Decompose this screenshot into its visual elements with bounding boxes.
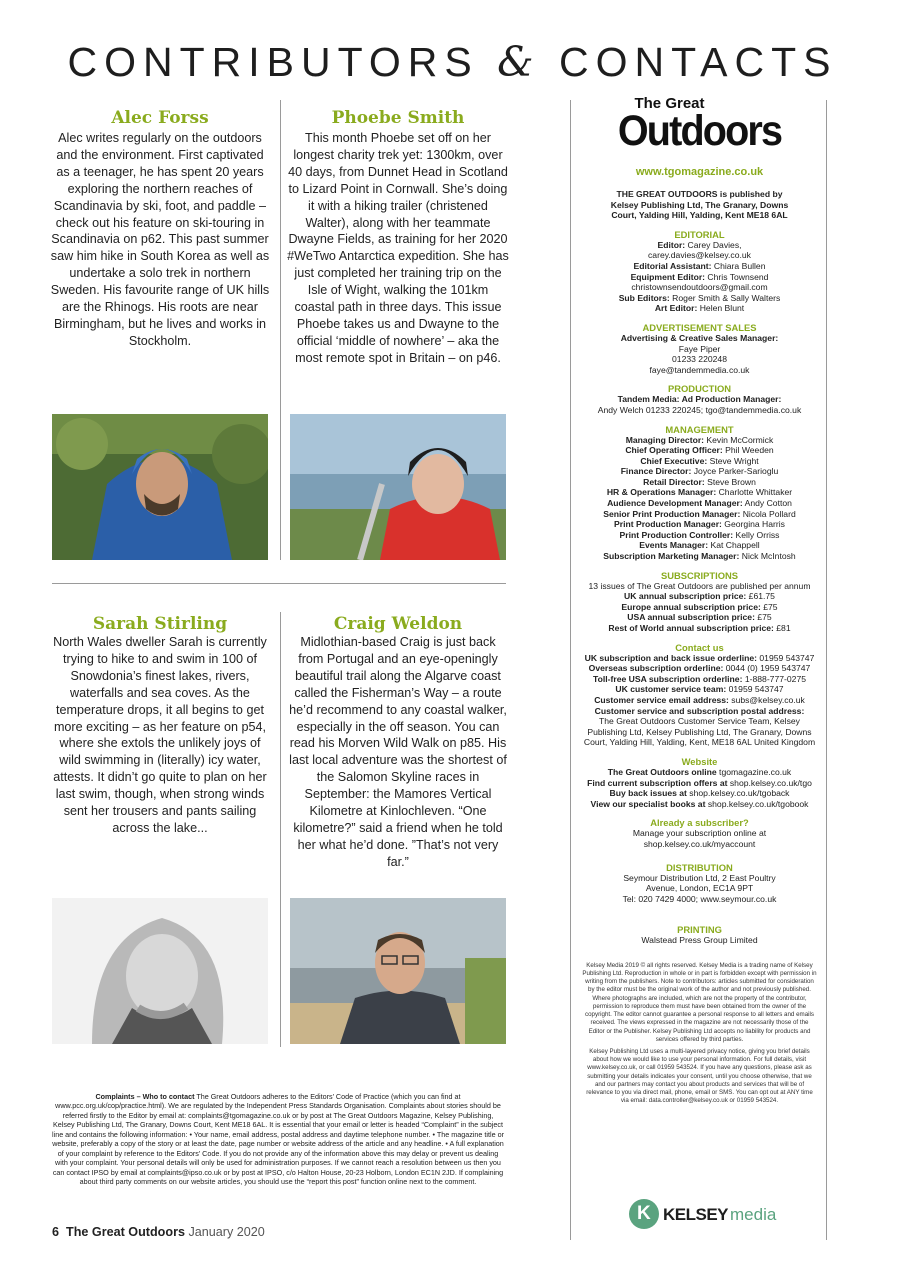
section-heading: Contact us — [675, 641, 724, 653]
sidebar-divider-left — [570, 100, 571, 1240]
section-line: 13 issues of The Great Outdoors are published per annum — [588, 580, 811, 591]
contributor-photo-craig — [290, 898, 506, 1044]
section-line: Print Production Controller: Kelly Orriss — [619, 529, 780, 540]
section-line: Chief Operating Officer: Phil Weeden — [625, 445, 774, 456]
magazine-logo — [572, 95, 827, 155]
section-line: Tel: 020 7429 4000; www.seymour.co.uk — [622, 893, 777, 904]
section-line: Editorial Assistant: Chiara Bullen — [633, 260, 766, 271]
section-line: Seymour Distribution Ltd, 2 East Poultry — [623, 872, 776, 883]
section-line: Subscription Marketing Manager: Nick McIntosh — [603, 551, 796, 562]
section-line: Customer service email address: subs@kelsey.co.uk — [594, 694, 805, 705]
section-line: Manage your subscription online at — [632, 828, 767, 839]
logo-top-text: The Great — [634, 95, 705, 112]
publisher-statement: THE GREAT OUTDOORS is published by Kelsey Publishing Ltd, The Granary, Downs Court, Yalding Hill, Yalding, Kent ME18 6AL — [610, 189, 789, 221]
section-line: christownsendoutdoors@gmail.com — [631, 282, 768, 293]
masthead-info — [572, 166, 827, 1105]
section-line: The Great Outdoors online tgomagazine.co.uk — [607, 766, 792, 777]
column-divider-top — [280, 100, 281, 560]
section-heading: ADVERTISEMENT SALES — [642, 321, 757, 333]
page-number: 6 — [52, 1225, 60, 1239]
legal-privacy: Kelsey Publishing Ltd uses a multi-layered privacy notice, giving you brief details about how we would like to use your personal information. For full details, visit www.kelsey.co.uk, or call 01959 543524. If you have any questions, please ask as submitting your details indicates your consent, until you choose otherwise, that we and our partners may contact you about products and services that will be of relevance to you via direct mail, phone, email or SMS. You can opt out at ANY time via email: data.controller@kelsey.co.uk or 01959 543524. — [586, 1047, 813, 1105]
section-heading: Website — [681, 755, 718, 767]
contributor-photo-phoebe — [290, 414, 506, 560]
row-divider — [52, 583, 506, 584]
contributor-name: Sarah Stirling — [92, 614, 228, 634]
section-line: HR & Operations Manager: Charlotte Whittaker — [606, 487, 793, 498]
section-line: 01233 220248 — [672, 354, 727, 365]
section-line: UK customer service team: 01959 543747 — [615, 684, 784, 695]
section-line: UK subscription and back issue orderline: 01959 543747 — [584, 652, 815, 663]
section-line: carey.davies@kelsey.co.uk — [648, 250, 751, 261]
section-line: Events Manager: Kat Chappell — [639, 540, 760, 551]
section-line: Europe annual subscription price: £75 — [621, 601, 778, 612]
contributor-name: Phoebe Smith — [331, 108, 465, 128]
footer-issue-date: January 2020 — [188, 1225, 265, 1239]
page-title: CONTRIBUTORS & CONTACTS — [67, 38, 838, 86]
contributor-name: Alec Forss — [111, 108, 209, 128]
column-divider-bottom — [280, 612, 281, 1047]
section-heading: PRODUCTION — [667, 383, 732, 395]
section-line: Editor: Carey Davies, — [657, 239, 742, 250]
section-line: Retail Director: Steve Brown — [643, 476, 756, 487]
section-line: Avenue, London, EC1A 9PT — [645, 883, 754, 894]
section-line: Art Editor: Helen Blunt — [654, 303, 745, 314]
section-line: Finance Director: Joyce Parker-Sarioglu — [620, 466, 779, 477]
section-heading: SUBSCRIPTIONS — [660, 569, 739, 581]
logo-main-text: Outdoors — [617, 107, 782, 155]
contributor-name: Craig Weldon — [333, 614, 463, 634]
section-line: Managing Director: Kevin McCormick — [625, 434, 774, 445]
section-line: Overseas subscription orderline: 0044 (0) 1959 543747 — [588, 663, 811, 674]
section-line: Find current subscription offers at shop.kelsey.co.uk/tgo — [587, 777, 812, 788]
section-heading: PRINTING — [677, 924, 722, 936]
footer-magazine-title: The Great Outdoors — [66, 1225, 185, 1239]
section-line: Walstead Press Group Limited — [641, 935, 758, 946]
section-line: Sub Editors: Roger Smith & Sally Walters — [618, 292, 781, 303]
contributor-bio: This month Phoebe set off on her longest charity trek yet: 1300km, over 40 days, from Dunnet Head in Scotland to Lizard Point in Cornwall. She’s doing it with a hiking trailer (christened Walter), along with her teammate Dwayne Fields, as training for her 2020 #WeTwo Antarctica expedition. She has just completed her training trip on the Isle of Wight, walking the 101km coastal path in three days. This issue Phoebe takes us and Dwayne to the official ‘middle of nowhere’ – aka the most remote spot in Britain – on p46. — [287, 131, 509, 365]
contributor-bio: Midlothian-based Craig is just back from Portugal and an eye-openingly beautiful trail along the Algarve coast called the Fisherman’s Way – a route he’d recommend to any coastal walker, especially in the off season. You can read his Morven Wild Walk on p85. His last local adventure was the shortest of the Salomon Skyline races in September: the Mamores Vertical Kilometre at Kinlochleven. “One kilometre?” said a friend when he told her what he’d done. ”That’s not very far.” — [289, 635, 507, 869]
section-line: Print Production Manager: Georgina Harris — [614, 519, 785, 530]
section-line: Equipment Editor: Chris Townsend — [630, 271, 769, 282]
legal-copyright: Kelsey Media 2019 © all rights reserved. Kelsey Media is a trading name of Kelsey Publishing Ltd. Reproduction in whole or in part is forbidden except with permission in writing from the publishers. Note to contributors: articles submitted for consideration by the editor must be the original work of the author and not previously published. Where photographs are included, which are not the property of the contributor, permission to reproduce them must have been obtained from the owner of the copyright. The editor cannot guarantee a personal response to all letters and emails received. The views expressed in the magazine are not necessarily those of the Editor or the Publisher. Kelsey Publishing Ltd accepts no liability for products and services offered by third parties. — [582, 961, 817, 1043]
section-line: Chief Executive: Steve Wright — [640, 455, 759, 466]
section-line: UK annual subscription price: £61.75 — [624, 591, 775, 602]
website-url[interactable]: www.tgomagazine.co.uk — [635, 166, 764, 178]
section-line: Faye Piper — [678, 343, 721, 354]
section-line: Toll-free USA subscription orderline: 1-888-777-0275 — [593, 673, 806, 684]
section-line: USA annual subscription price: £75 — [627, 612, 772, 623]
section-line: Senior Print Production Manager: Nicola Pollard — [603, 508, 796, 519]
section-line: Audience Development Manager: Andy Cotton — [607, 498, 792, 509]
masthead-sections — [572, 229, 827, 946]
page-footer — [52, 1225, 265, 1239]
section-line: Rest of World annual subscription price: £81 — [608, 623, 791, 633]
section-heading: MANAGEMENT — [665, 423, 734, 435]
contributor-photo-sarah — [52, 898, 268, 1044]
section-line: Tandem Media: Ad Production Manager: — [617, 394, 782, 405]
contributor-bio: North Wales dweller Sarah is currently trying to hike to and swim in 100 of Snowdonia’s finest lakes, rivers, waterfalls and sea coves. As the temperature drops, it all begins to get more exciting – as her feature on p54, where she extols the unlikely joys of wild swimming in (literally) icy water, attests. It didn’t go quite to plan on her last swim, though, when strong winds sent her trousers and pants sailing across the lake... — [53, 635, 267, 835]
section-line: Andy Welch 01233 220245; tgo@tandemmedia.co.uk — [597, 404, 802, 415]
section-heading: DISTRIBUTION — [666, 861, 733, 873]
complaints-notice: Complaints – Who to contact The Great Outdoors adheres to the Editors’ Code of Practice (which you can find at www.pcc.org.uk/cop/practice.html). We are regulated by the Independent Press Standards Organisation. Complaints about stories should be referred firstly to the Editor by email at: complaints@tgomagazine.co.uk or by post at The Great Outdoors Magazine, Kelsey Publishing, Kelsey Publishing Ltd, The Granary, Downs Court, Kent ME18 6AL. It is essential that your email or letter is headed “Complaint” in the subject line and contains the following information: • Your name, email address, postal address and daytime telephone number. • The magazine title or website, preferably a copy of the story or at least the date, page number or website address of the article and any headline. • A full explanation of your complaint by reference to the Editors’ Code. If you do not provide any of the information above this may delay or prevent us dealing with your complaint. Your personal details will only be used for administration purposes. If we cannot reach a resolution between us then you can contact IPSO by email at complaints@ipso.co.uk or by post at IPSO, c/o Halton House, 20-23 Holborn, London EC1N 2JD. If complaining about third party comments on our website articles, you should use the “report this post” function online next to the comment. — [52, 1092, 504, 1187]
section-line: Buy back issues at shop.kelsey.co.uk/tgoback — [609, 788, 790, 799]
section-line: Customer service and subscription postal address: — [594, 705, 805, 716]
section-line: shop.kelsey.co.uk/myaccount — [643, 838, 756, 849]
section-heading: EDITORIAL — [674, 228, 725, 240]
kelsey-media-logo: K KELSEY media — [628, 1198, 788, 1230]
section-line: faye@tandemmedia.co.uk — [649, 364, 750, 375]
contributor-bio: Alec writes regularly on the outdoors and the environment. First captivated as a teenager, he has spent 20 years exploring the northern reaches of Scandinavia by ski, foot, and paddle – check out his feature on ski-touring in Scandinavia on p62. This past summer saw him hike in South Korea as well as undertake a solo trek in northern Sweden. His favourite range of UK hills are the Rhinogs. His roots are near Birmingham, but he lives and works in Stockholm. — [50, 131, 270, 348]
contributor-photo-alec — [52, 414, 268, 560]
section-line: The Great Outdoors Customer Service Team, Kelsey Publishing Ltd, Kelsey Publishing Ltd, The Granary, Downs Court, Yalding Hill, Yalding, Kent, ME18 6AL United Kingdom — [583, 716, 816, 748]
section-heading: Already a subscriber? — [650, 817, 749, 829]
section-line: View our specialist books at shop.kelsey.co.uk/tgobook — [590, 798, 809, 809]
section-line: Advertising & Creative Sales Manager: — [620, 332, 779, 343]
